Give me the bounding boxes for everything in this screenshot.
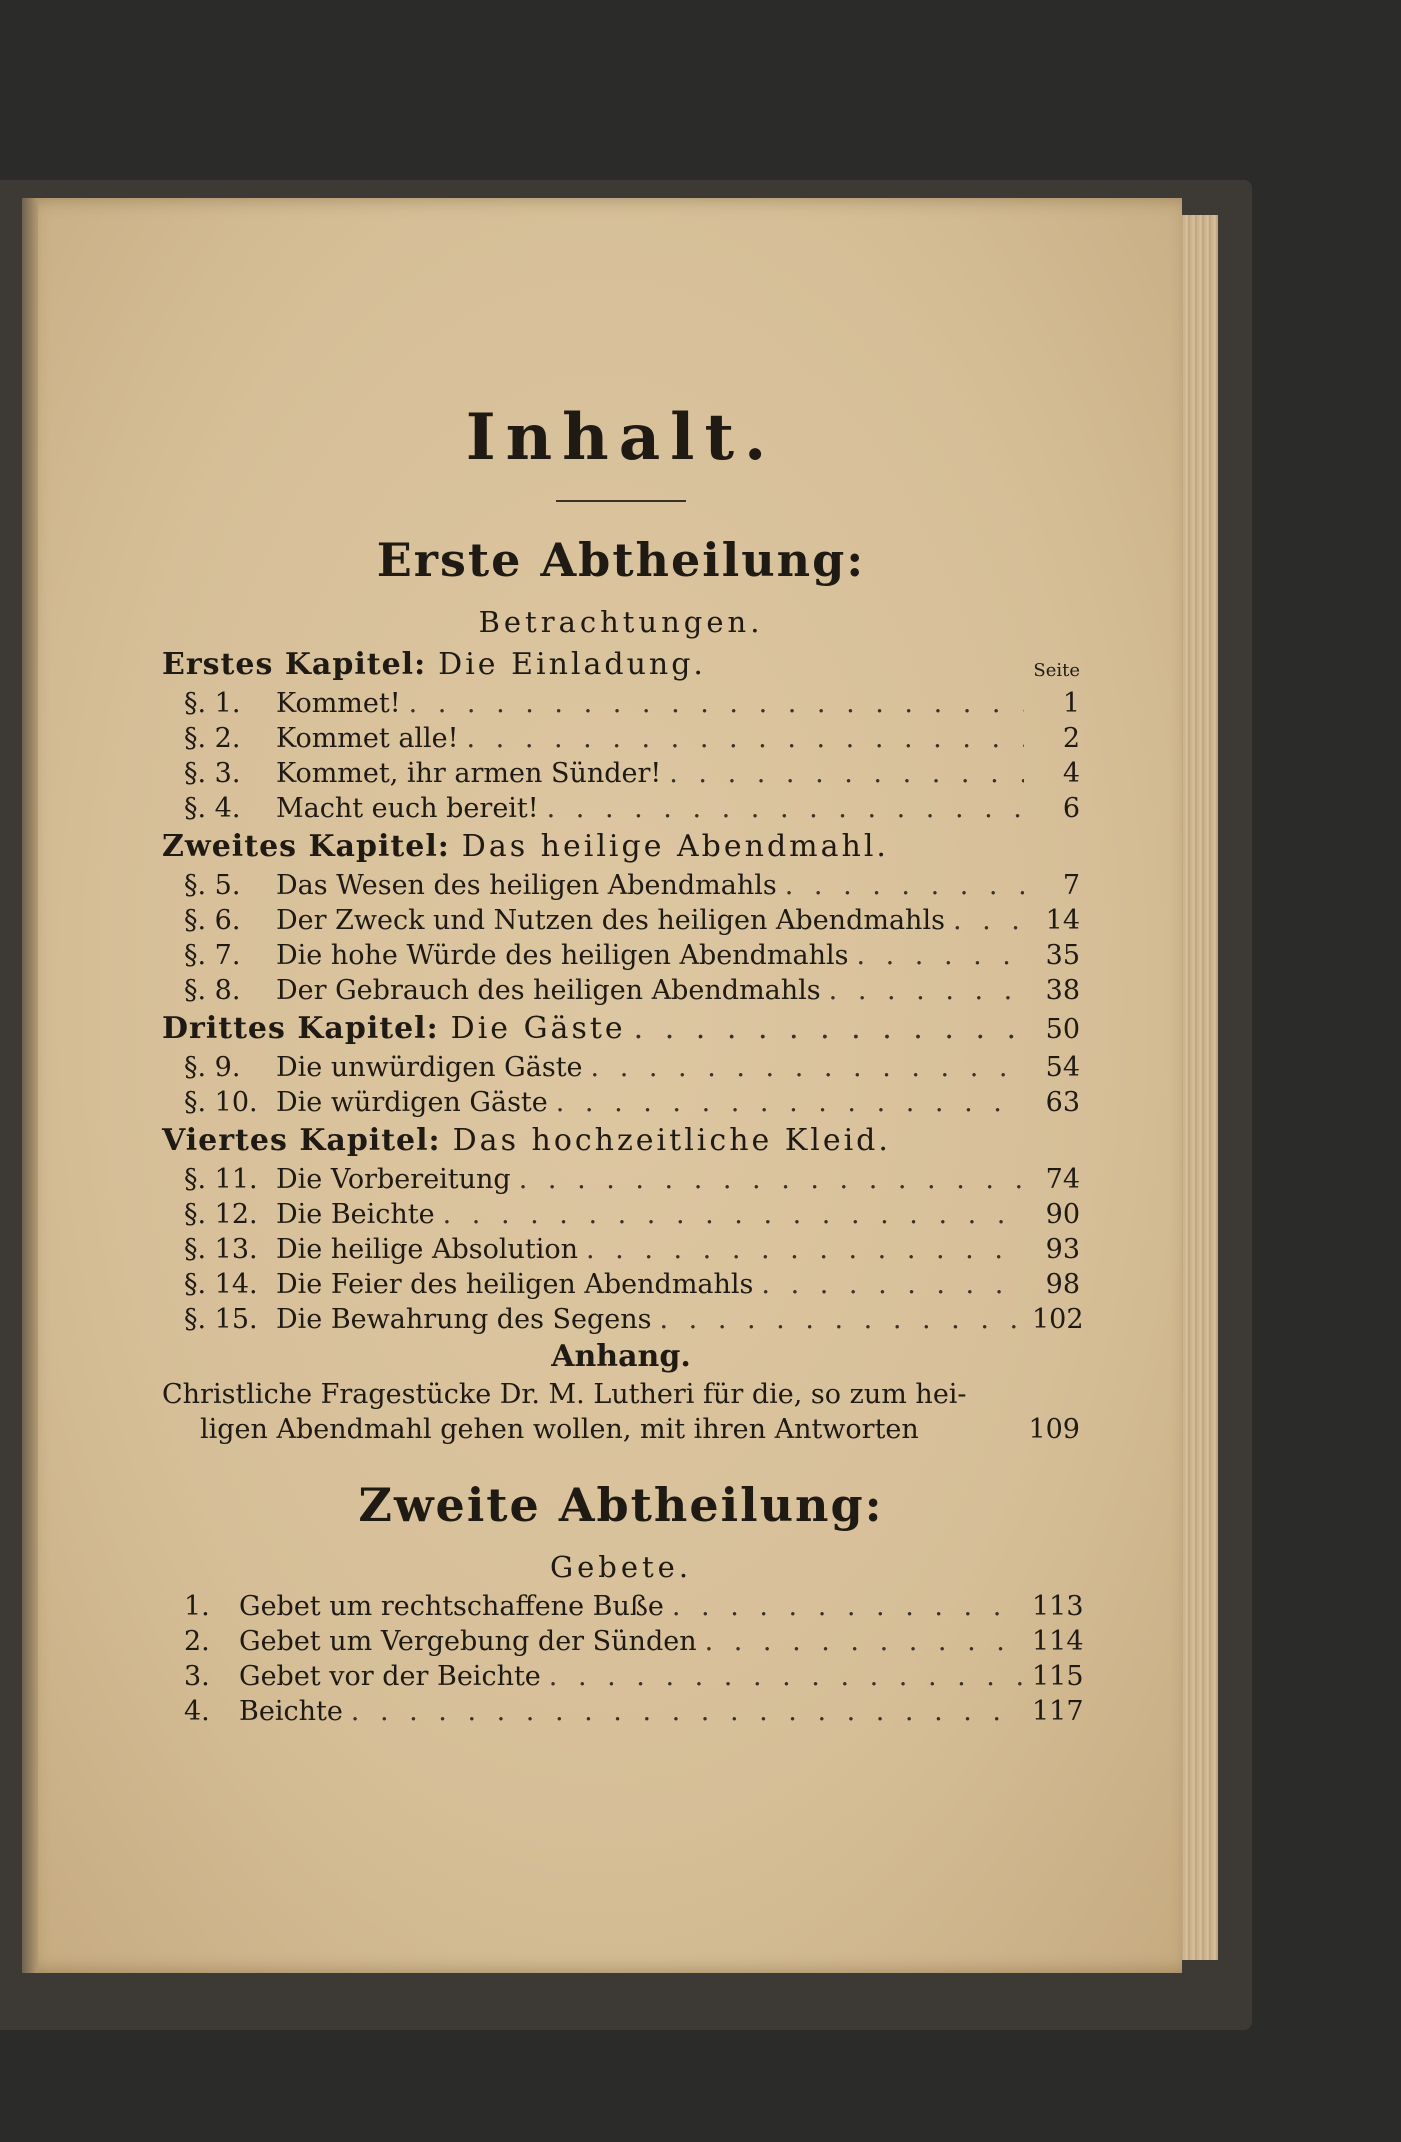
anhang-line-1: Christliche Fragestücke Dr. M. Lutheri für die, so zum hei- xyxy=(162,1379,967,1410)
leader-dots xyxy=(669,756,1024,791)
entry-number: §. 2. xyxy=(184,723,241,754)
anhang-entry[interactable] xyxy=(162,1377,1080,1447)
entry-title: Die heilige Absolution xyxy=(276,1234,579,1265)
toc-entry[interactable] xyxy=(162,973,1080,1008)
part1-subheading: Betrachtungen. xyxy=(478,605,764,639)
entry-page: 102 xyxy=(1032,1304,1084,1335)
toc-entry[interactable] xyxy=(162,868,1080,903)
entry-title: Die Vorbereitung xyxy=(276,1164,511,1195)
toc-entry[interactable] xyxy=(162,1694,1084,1729)
leader-dots xyxy=(549,1659,1024,1694)
entry-number: 4. xyxy=(184,1696,210,1727)
entry-title: Die Feier des heiligen Abendmahls xyxy=(276,1269,754,1300)
entry-number: §. 11. xyxy=(184,1164,258,1195)
entry-number: §. 8. xyxy=(184,975,241,1006)
entry-number: §. 7. xyxy=(184,940,241,971)
toc-entry[interactable] xyxy=(162,1197,1080,1232)
entry-title: Die Beichte xyxy=(276,1199,435,1230)
entry-number: §. 13. xyxy=(184,1234,258,1265)
entry-title: Die würdigen Gäste xyxy=(276,1087,548,1118)
entry-page: 14 xyxy=(1045,905,1080,936)
entry-title: Kommet! xyxy=(276,688,401,719)
seite-label: Seite xyxy=(1033,660,1080,681)
leader-dots xyxy=(409,686,1024,721)
title-rule xyxy=(556,500,686,502)
entry-number: §. 5. xyxy=(184,870,241,901)
entry-page: 38 xyxy=(1045,975,1080,1006)
anhang-line-2: ligen Abendmahl gehen wollen, mit ihren Antworten xyxy=(200,1414,919,1445)
page-gutter xyxy=(22,198,38,1973)
entry-page: 35 xyxy=(1045,940,1080,971)
entry-title: Die Bewahrung des Segens xyxy=(276,1304,652,1335)
entry-number: §. 6. xyxy=(184,905,241,936)
part2-subheading: Gebete. xyxy=(549,1550,693,1584)
chapter-label: Viertes Kapitel: xyxy=(162,1123,441,1158)
leader-dots xyxy=(351,1694,1024,1729)
leader-dots xyxy=(856,938,1024,973)
entry-number: §. 14. xyxy=(184,1269,258,1300)
leader-dots xyxy=(761,1267,1024,1302)
chapter-topic: Die Gäste xyxy=(450,1011,626,1046)
part2-section xyxy=(162,1465,1084,1729)
leader-dots xyxy=(547,791,1024,826)
entry-number: 2. xyxy=(184,1626,210,1657)
leader-dots xyxy=(556,1085,1024,1120)
toc-entry[interactable] xyxy=(162,903,1080,938)
toc-entry[interactable] xyxy=(162,1232,1080,1267)
leader-dots xyxy=(672,1589,1024,1624)
chapter-heading[interactable] xyxy=(162,1008,1080,1050)
leader-dots xyxy=(953,903,1024,938)
toc-entry[interactable] xyxy=(162,686,1080,721)
chapter-heading xyxy=(162,644,1080,686)
page-title: Inhalt. xyxy=(465,400,777,475)
chapter-topic: Das hochzeitliche Kleid. xyxy=(452,1123,891,1158)
toc-entry[interactable] xyxy=(162,721,1080,756)
leader-dots xyxy=(586,1232,1024,1267)
toc-entry[interactable] xyxy=(162,1162,1080,1197)
toc-entry[interactable] xyxy=(162,756,1080,791)
toc-entry[interactable] xyxy=(162,1050,1080,1085)
leader-dots xyxy=(519,1162,1024,1197)
entry-number: §. 15. xyxy=(184,1304,258,1335)
toc-entry[interactable] xyxy=(162,1302,1084,1337)
entry-number: §. 12. xyxy=(184,1199,258,1230)
entry-number: §. 1. xyxy=(184,688,241,719)
entry-page: 50 xyxy=(1045,1014,1080,1045)
entry-page: 4 xyxy=(1062,758,1080,789)
leader-dots xyxy=(785,868,1024,903)
chapter-heading xyxy=(162,826,1080,868)
toc-entry[interactable] xyxy=(162,938,1080,973)
entry-number: §. 3. xyxy=(184,758,241,789)
entry-title: Der Gebrauch des heiligen Abendmahls xyxy=(276,975,821,1006)
entry-title: Gebet vor der Beichte xyxy=(239,1661,541,1692)
entry-number: 3. xyxy=(184,1661,210,1692)
entry-title: Das Wesen des heiligen Abendmahls xyxy=(276,870,777,901)
chapter-heading xyxy=(162,1120,1080,1162)
entry-page: 117 xyxy=(1032,1696,1084,1727)
prayer-list xyxy=(162,1589,1084,1729)
entry-page: 7 xyxy=(1062,870,1080,901)
chapter-topic: Das heilige Abendmahl. xyxy=(461,829,889,864)
entry-page: 114 xyxy=(1032,1626,1084,1657)
chapter-label: Erstes Kapitel: xyxy=(162,647,427,682)
leader-dots xyxy=(634,1008,1024,1050)
chapter-label: Zweites Kapitel: xyxy=(162,829,450,864)
entry-title: Beichte xyxy=(239,1696,343,1727)
entry-page: 2 xyxy=(1062,723,1080,754)
entry-page: 63 xyxy=(1045,1087,1080,1118)
leader-dots xyxy=(443,1197,1024,1232)
entry-title: Der Zweck und Nutzen des heiligen Abendmahls xyxy=(276,905,945,936)
entry-title: Kommet, ihr armen Sünder! xyxy=(276,758,662,789)
entry-title: Gebet um Vergebung der Sünden xyxy=(239,1626,697,1657)
entry-title: Gebet um rechtschaffene Buße xyxy=(239,1591,664,1622)
leader-dots xyxy=(591,1050,1024,1085)
entry-title: Die unwürdigen Gäste xyxy=(276,1052,583,1083)
toc-entry[interactable] xyxy=(162,1624,1084,1659)
entry-page: 54 xyxy=(1045,1052,1080,1083)
leader-dots xyxy=(660,1302,1025,1337)
table-of-contents xyxy=(162,398,1084,1729)
book-page xyxy=(22,198,1182,1973)
chapter-topic: Die Einladung. xyxy=(438,647,706,682)
entry-page: 115 xyxy=(1032,1661,1084,1692)
entry-number: 1. xyxy=(184,1591,210,1622)
toc-entry[interactable] xyxy=(162,1589,1084,1624)
entry-number: §. 10. xyxy=(184,1087,258,1118)
entry-page: 6 xyxy=(1062,793,1080,824)
leader-dots xyxy=(705,1624,1024,1659)
part2-heading: Zweite Abtheilung: xyxy=(358,1478,884,1532)
toc-entry[interactable] xyxy=(162,1659,1084,1694)
chapter-label: Drittes Kapitel: xyxy=(162,1011,439,1046)
entry-page: 90 xyxy=(1045,1199,1080,1230)
entry-number: §. 4. xyxy=(184,793,241,824)
entry-title: Macht euch bereit! xyxy=(276,793,539,824)
part1-heading: Erste Abtheilung: xyxy=(376,533,866,587)
entry-page: 74 xyxy=(1045,1164,1080,1195)
toc-entry[interactable] xyxy=(162,1267,1080,1302)
leader-dots xyxy=(829,973,1024,1008)
anhang-heading: Anhang. xyxy=(551,1339,691,1374)
toc-entry[interactable] xyxy=(162,1085,1080,1120)
leader-dots xyxy=(467,721,1024,756)
entry-title: Kommet alle! xyxy=(276,723,459,754)
entry-number: §. 9. xyxy=(184,1052,241,1083)
entry-page: 109 xyxy=(1028,1414,1080,1445)
toc-entry[interactable] xyxy=(162,791,1080,826)
entry-page: 98 xyxy=(1045,1269,1080,1300)
entry-page: 1 xyxy=(1062,688,1080,719)
entry-page: 93 xyxy=(1045,1234,1080,1265)
entry-page: 113 xyxy=(1032,1591,1084,1622)
entry-title: Die hohe Würde des heiligen Abendmahls xyxy=(276,940,849,971)
